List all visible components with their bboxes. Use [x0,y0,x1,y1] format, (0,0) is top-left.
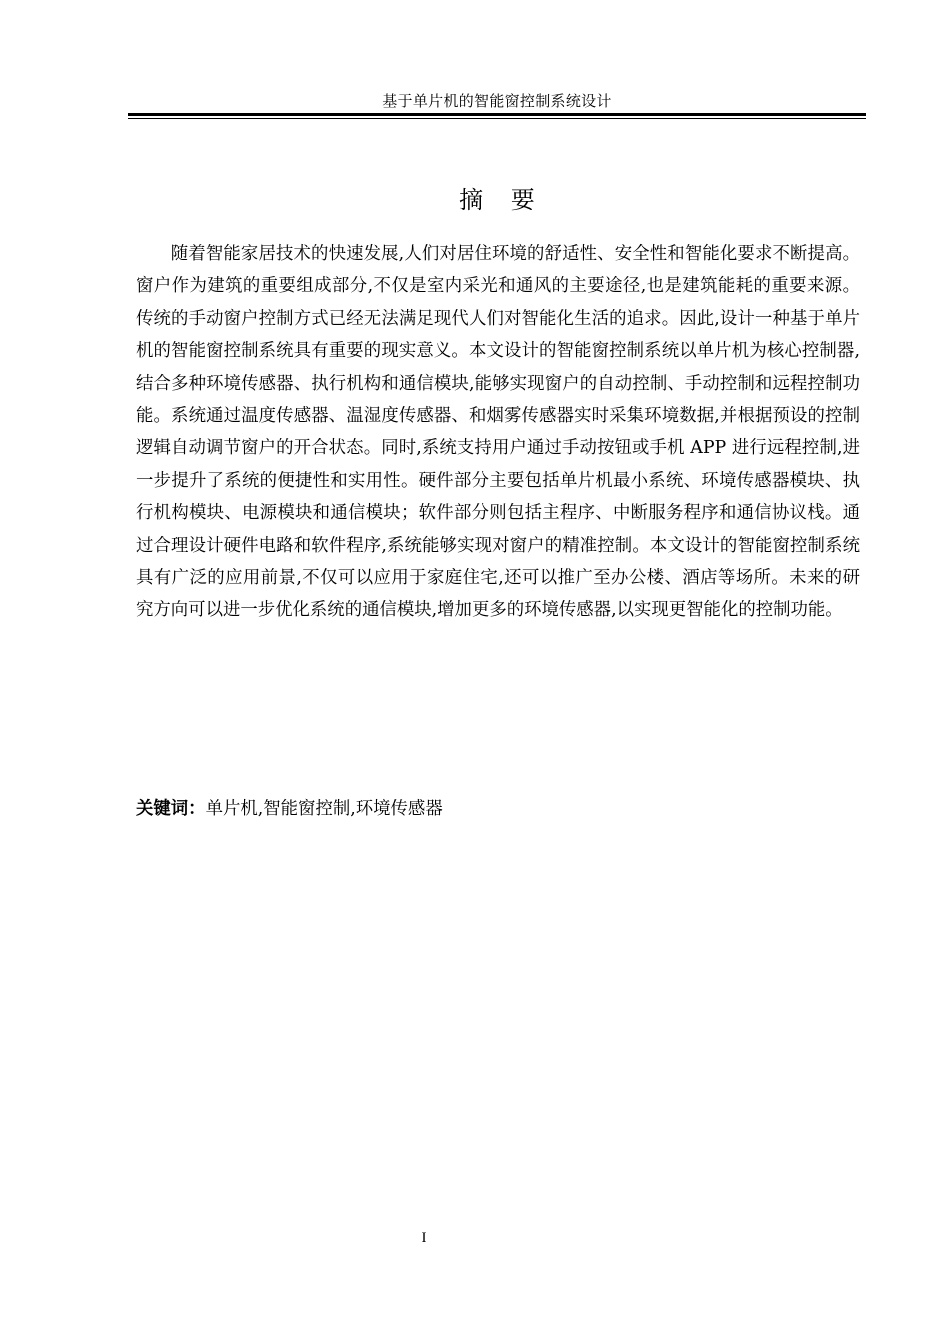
keywords-line [136,795,860,823]
abstract-body: 随着智能家居技术的快速发展,人们对居住环境的舒适性、安全性和智能化要求不断提高。窗户作为建筑的重要组成部分,不仅是室内采光和通风的主要途径,也是建筑能耗的重要来源。传统的手动窗户控制方式已经无法满足现代人们对智能化生活的追求。因此,设计一种基于单片机的智能窗控制系统具有重要的现实意义。本文设计的智能窗控制系统以单片机为核心控制器,结合多种环境传感器、执行机构和通信模块,能够实现窗户的自动控制、手动控制和远程控制功能。系统通过温度传感器、温湿度传感器、和烟雾传感器实时采集环境数据,并根据预设的控制逻辑自动调节窗户的开合状态。同时,系统支持用户通过手动按钮或手机 APP 进行远程控制,进一步提升了系统的便捷性和实用性。硬件部分主要包括单片机最小系统、环境传感器模块、执行机构模块、电源模块和通信模块；软件部分则包括主程序、中断服务程序和通信协议栈。通过合理设计硬件电路和软件程序,系统能够实现对窗户的精准控制。本文设计的智能窗控制系统具有广泛的应用前景,不仅可以应用于家庭住宅,还可以推广至办公楼、酒店等场所。未来的研究方向可以进一步优化系统的通信模块,增加更多的环境传感器,以实现更智能化的控制功能。 [136,244,860,621]
page-number: I [421,1230,427,1246]
header-rule-thick [128,113,866,116]
keywords-label: 关键词： [136,799,206,819]
header-rule-thin [128,118,866,119]
keywords-value: 单片机,智能窗控制,环境传感器 [205,799,443,819]
abstract-heading: 摘 要 [459,186,545,214]
running-header: 基于单片机的智能窗控制系统设计 [382,92,612,110]
